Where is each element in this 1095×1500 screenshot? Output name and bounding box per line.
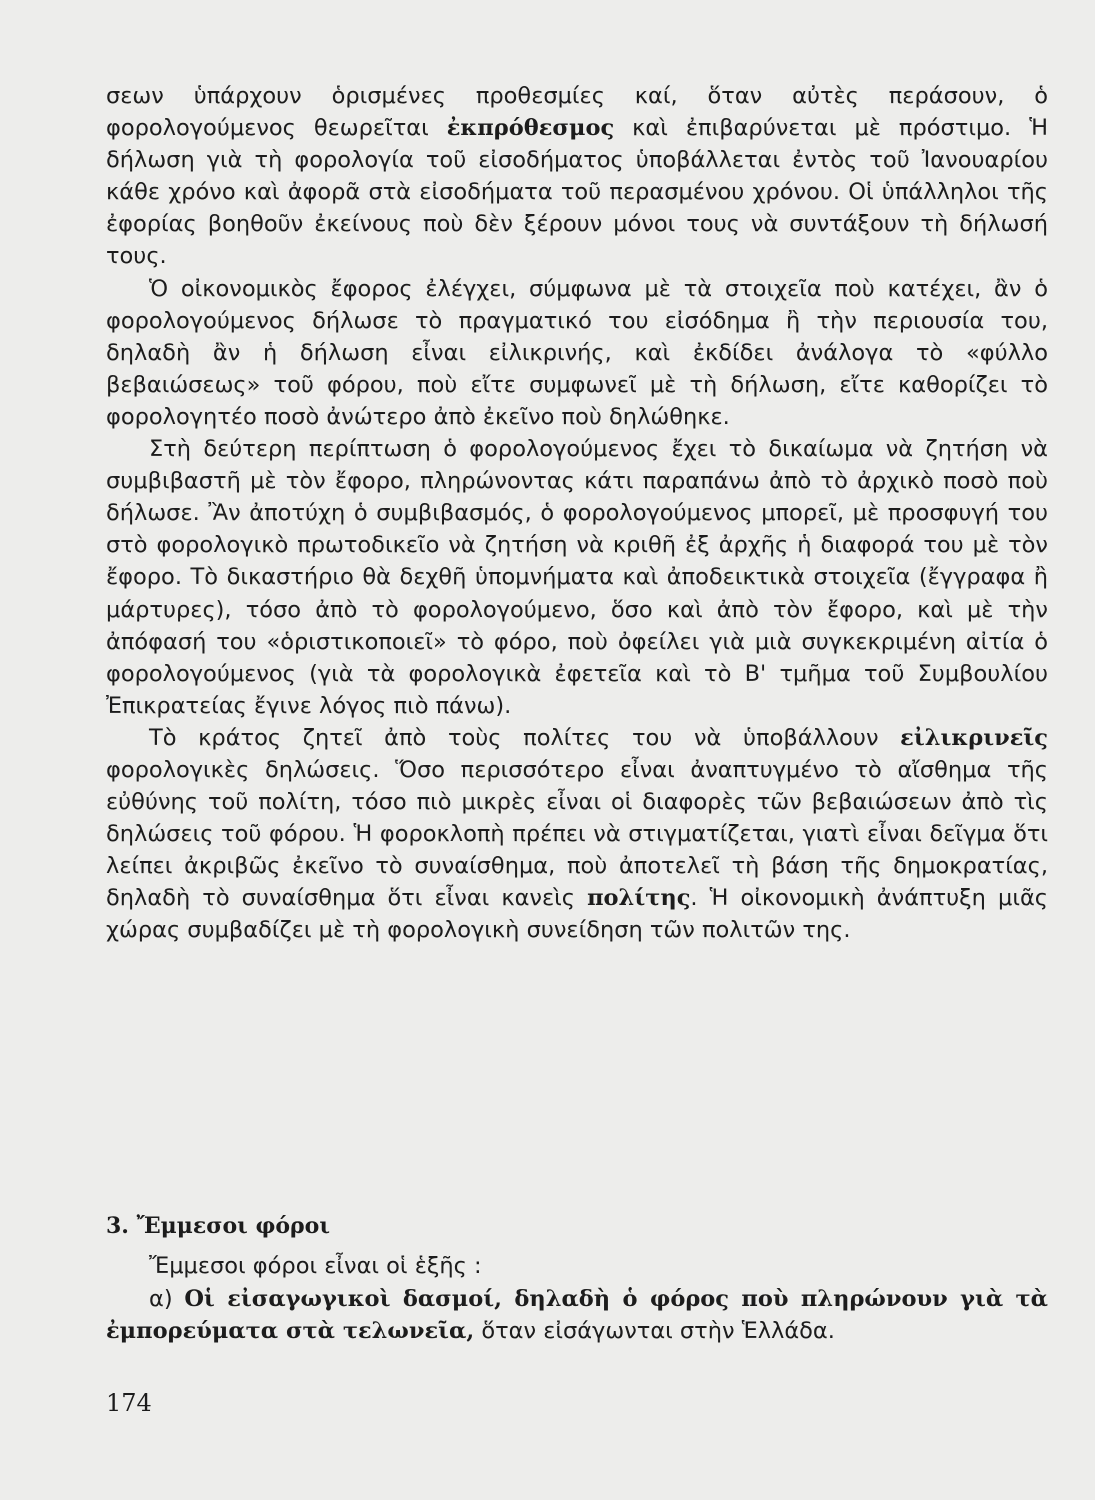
paragraph-4-text-b: φορολογικὲς δηλώσεις. Ὅσο περισσότερο εἶναι ἀναπτυγμένο τὸ αἴσθημα τῆς εὐθύνης τοῦ πολίτη, τόσο πιὸ μικρὲς εἶναι οἱ διαφορὲς τῶν βεβαιώσεων ἀπὸ τὶς δηλώσεις τοῦ φόρου. Ἡ φοροκλοπὴ πρέπει νὰ στιγματίζεται, γιατὶ εἶναι δεῖγμα ὅτι λείπει ἀκριβῶς ἐκεῖνο τὸ συναίσθημα, ποὺ ἀποτελεῖ τὴ βάση τῆς δημοκρατίας, δηλαδὴ τὸ συναίσθημα ὅτι εἶναι κανεὶς [106, 756, 1048, 912]
paragraph-4 [106, 722, 1048, 947]
section-intro: Ἔμμεσοι φόροι εἶναι οἱ ἑξῆς : [149, 1253, 482, 1279]
list-item-a [106, 1283, 1048, 1348]
page-number: 174 [106, 1389, 152, 1417]
list-item-a-rest: ὅταν εἰσάγωνται στὴν Ἑλλάδα. [474, 1318, 835, 1344]
paragraph-4-text-a: Τὸ κράτος ζητεῖ ἀπὸ τοὺς πολίτες του νὰ ὑποβάλλουν [149, 724, 901, 751]
section-heading: 3. Ἔμμεσοι φόροι [106, 1213, 330, 1239]
paragraph-1-text-a: σεων ὑπάρχουν ὁρισμένες προθεσμίες καί, ὅταν αὐτὲς περάσουν, ὁ φορολογούμενος θεωρεῖται [106, 83, 1048, 142]
list-item-a-bold: Οἱ εἰσαγωγικοὶ δασμοί, δηλαδὴ ὁ φόρος ποὺ πληρώνουν γιὰ τὰ ἐμπορεύματα στὰ τελωνεῖα, [106, 1285, 1048, 1344]
bold-term-ekprothesmos: ἐκπρόθεσμος [446, 115, 615, 142]
paragraph-1-text-b: καὶ ἐπιβαρύνεται μὲ πρόστιμο. Ἡ δήλωση γιὰ τὴ φορολογία τοῦ εἰσοδήματος ὑποβάλλεται ἐντὸς τοῦ Ἰανουαρίου κάθε χρόνο καὶ ἀφορᾶ στὰ εἰσοδήματα τοῦ περασμένου χρόνου. Οἱ ὑπάλληλοι τῆς ἐφορίας βοηθοῦν ἐκείνους ποὺ δὲν ξέρουν μόνοι τους νὰ συντάξουν τὴ δήλωσή τους. [106, 115, 1048, 270]
paragraph-1 [106, 80, 1048, 273]
list-item-a-marker: α) [149, 1285, 185, 1312]
paragraph-4-text-c: . Ἡ οἰκονομικὴ ἀνάπτυξη μιᾶς χώρας συμβαδίζει μὲ τὴ φορολογικὴ συνείδηση τῶν πολιτῶν της. [106, 885, 1048, 944]
indirect-taxes-list [106, 1250, 1048, 1348]
bold-term-polites: πολίτης [587, 885, 691, 912]
paragraph-3: Στὴ δεύτερη περίπτωση ὁ φορολογούμενος ἔχει τὸ δικαίωμα νὰ ζητήση νὰ συμβιβαστῆ μὲ τὸν ἔφορο, πληρώνοντας κάτι παραπάνω ἀπὸ τὸ ἀρχικὸ ποσὸ ποὺ δήλωσε. Ἂν ἀποτύχη ὁ συμβιβασμός, ὁ φορολογούμενος μπορεῖ, μὲ προσφυγή του στὸ φορολογικὸ πρωτοδικεῖο νὰ ζητήση νὰ κριθῆ ἐξ ἀρχῆς ἡ διαφορά του μὲ τὸν ἔφορο. Τὸ δικαστήριο θὰ δεχθῆ ὑπομνήματα καὶ ἀποδεικτικὰ στοιχεῖα (ἔγγραφα ἢ μάρτυρες), τόσο ἀπὸ τὸ φορολογούμενο, ὅσο καὶ ἀπὸ τὸν ἔφορο, καὶ μὲ τὴν ἀπόφασή του «ὁριστικοποιεῖ» τὸ φόρο, ποὺ ὀφείλει γιὰ μιὰ συγκεκριμένη αἰτία ὁ φορολογούμενος (γιὰ τὰ φορολογικὰ ἐφετεῖα καὶ τὸ Β' τμῆμα τοῦ Συμβουλίου Ἐπικρατείας ἔγινε λόγος πιὸ πάνω). [106, 436, 1048, 719]
body-text [106, 80, 1048, 947]
paragraph-2: Ὁ οἰκονομικὸς ἔφορος ἐλέγχει, σύμφωνα μὲ τὰ στοιχεῖα ποὺ κατέχει, ἂν ὁ φορολογούμενος δήλωσε τὸ πραγματικό του εἰσόδημα ἢ τὴν περιουσία του, δηλαδὴ ἂν ἡ δήλωση εἶναι εἰλικρινής, καὶ ἐκδίδει ἀνάλογα τὸ «φύλλο βεβαιώσεως» τοῦ φόρου, ποὺ εἴτε συμφωνεῖ μὲ τὴ δήλωση, εἴτε καθορίζει τὸ φορολογητέο ποσὸ ἀνώτερο ἀπὸ ἐκεῖνο ποὺ δηλώθηκε. [106, 275, 1048, 430]
bold-term-eilikrineis: εἰλικρινεῖς [900, 724, 1048, 751]
